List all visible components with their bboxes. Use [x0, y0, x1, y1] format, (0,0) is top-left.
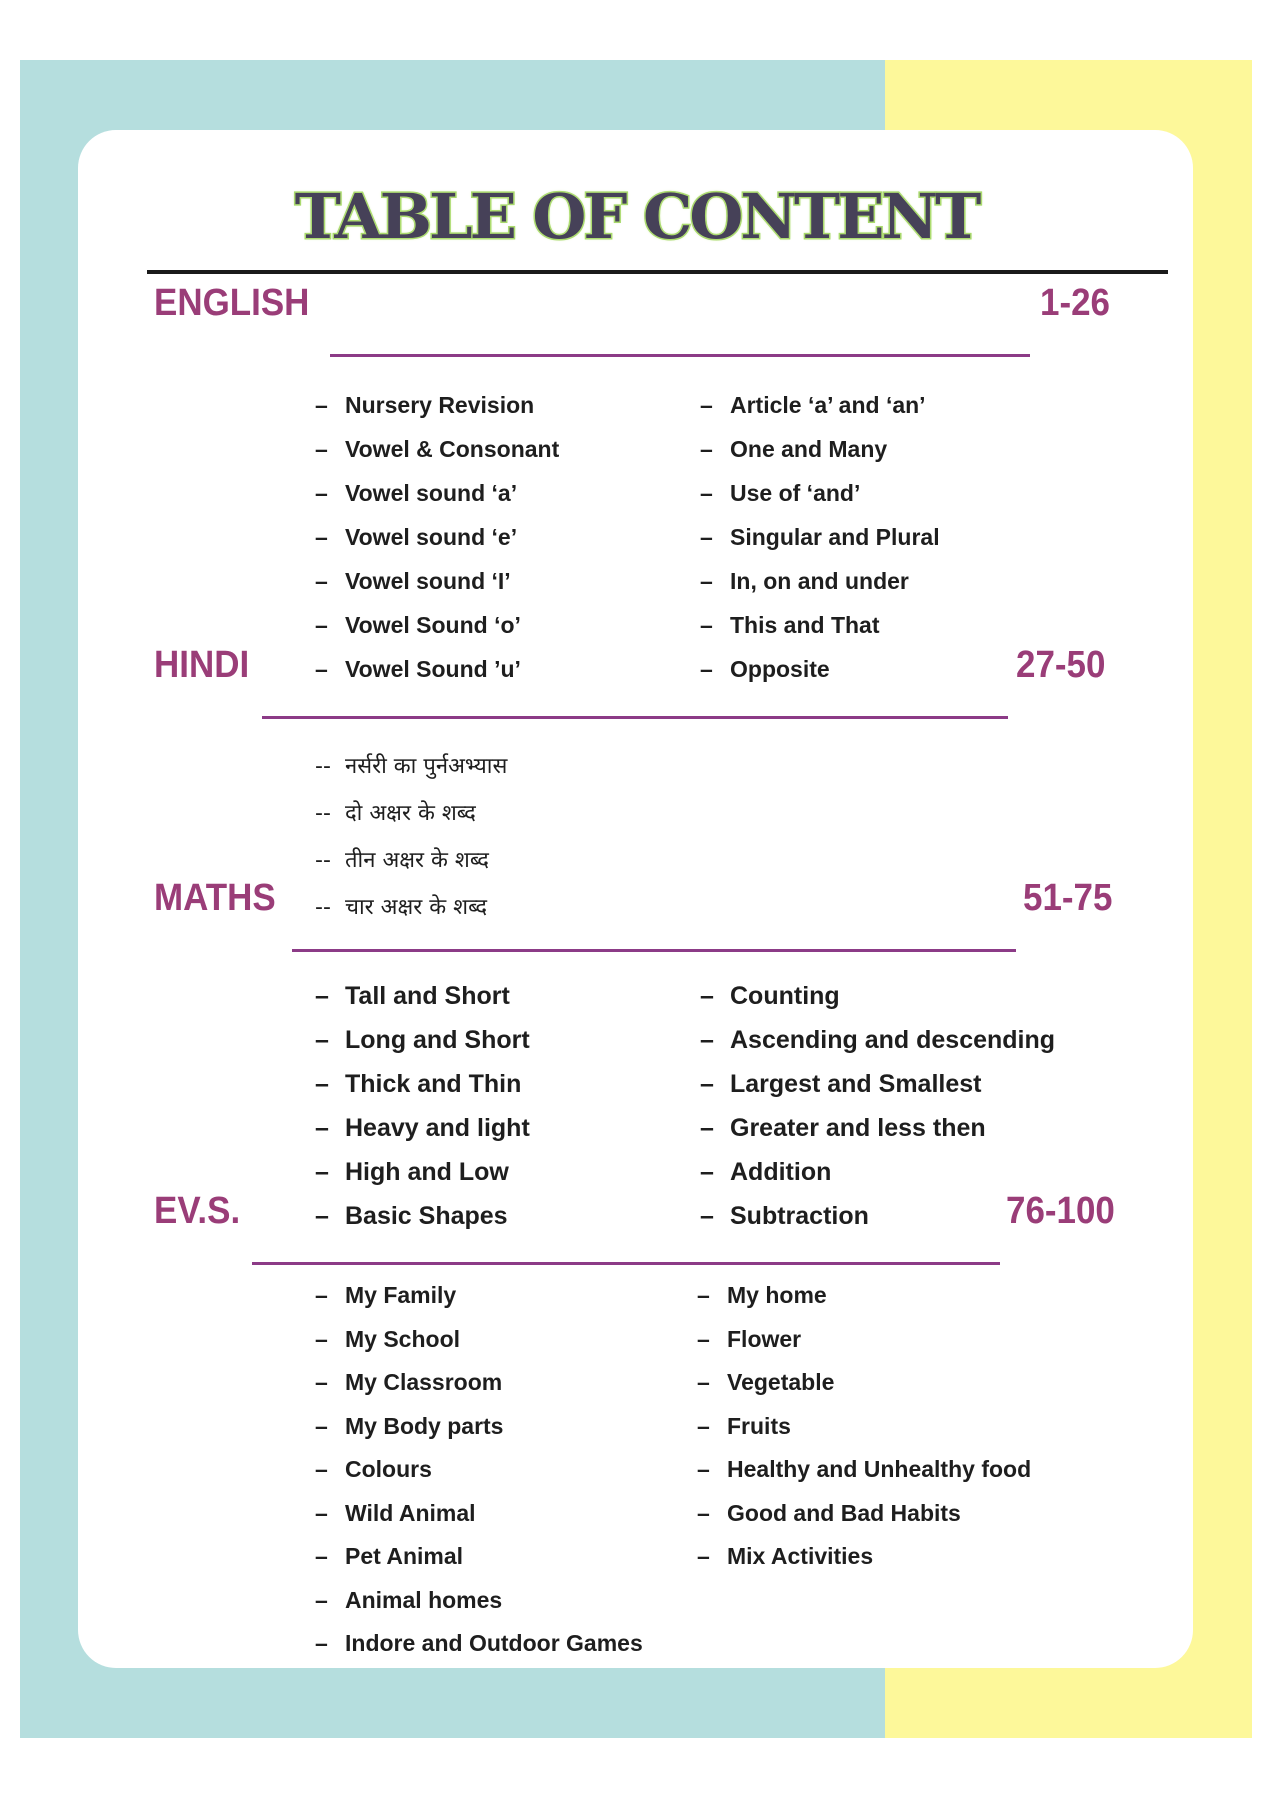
section-heading-maths: MATHS: [154, 877, 276, 919]
toc-item: [700, 612, 880, 639]
toc-item: [315, 1070, 521, 1099]
bullet-dash: –: [700, 436, 713, 462]
bullet-dash: –: [315, 1412, 328, 1439]
toc-item: [697, 1282, 827, 1309]
toc-item-label: Addition: [730, 1158, 832, 1186]
bullet-dash: –: [697, 1456, 710, 1482]
toc-item: [315, 750, 507, 780]
toc-item-label: High and Low: [345, 1158, 509, 1186]
toc-item-label: Pet Animal: [345, 1543, 464, 1569]
toc-item: [315, 612, 521, 639]
toc-item-label: Wild Animal: [345, 1499, 476, 1526]
bullet-dash: –: [700, 1114, 714, 1142]
bullet-dash: –: [700, 568, 713, 594]
bullet-dash: –: [315, 524, 328, 550]
toc-item-label: Vowel sound ‘e’: [345, 524, 518, 550]
toc-item-label: Largest and Smallest: [730, 1070, 982, 1098]
toc-item-label: Heavy and light: [345, 1114, 530, 1142]
bullet-dash: –: [700, 1202, 714, 1230]
toc-item-label: Good and Bad Habits: [727, 1499, 961, 1526]
toc-item: [315, 524, 517, 551]
toc-item-label: Animal homes: [345, 1586, 503, 1613]
toc-item: [700, 1070, 981, 1099]
toc-item-label: Basic Shapes: [345, 1202, 508, 1230]
bullet-dash: –: [700, 524, 713, 550]
toc-item-label: Counting: [730, 982, 840, 1010]
toc-item: [315, 1158, 509, 1187]
bullet-dash: –: [315, 1369, 328, 1395]
toc-item: [700, 392, 926, 419]
bullet-dash: –: [315, 1456, 328, 1482]
toc-item: [315, 797, 476, 827]
bullet-dash: –: [697, 1499, 710, 1526]
toc-item: [315, 392, 534, 419]
section-page-range: 27-50: [1016, 644, 1106, 686]
toc-item: [700, 1202, 869, 1231]
bullet-dash: –: [315, 1499, 328, 1526]
toc-item-label: Opposite: [730, 656, 830, 682]
bullet-dash: –: [700, 612, 713, 638]
bullet-dash: –: [315, 1630, 328, 1656]
bullet-dash: –: [315, 656, 328, 682]
toc-item-label: Flower: [727, 1325, 802, 1352]
toc-item: [700, 480, 860, 507]
toc-item: [315, 1630, 643, 1657]
toc-item-label: Greater and less then: [730, 1114, 986, 1142]
bullet-dash: –: [315, 1158, 329, 1186]
toc-item-label: Vowel sound ‘I’: [345, 568, 511, 594]
toc-item-label: Vowel sound ‘a’: [345, 480, 518, 506]
toc-item: [315, 568, 511, 595]
toc-item-label: Vegetable: [727, 1369, 835, 1395]
bullet-dash: –: [315, 480, 328, 506]
bullet-dash: –: [697, 1369, 710, 1395]
toc-item-label: My home: [727, 1282, 827, 1308]
toc-item: [700, 568, 909, 595]
section-page-range: 76-100: [1006, 1190, 1115, 1232]
section-page-range: 1-26: [1040, 282, 1110, 324]
toc-item-label: Mix Activities: [727, 1543, 874, 1569]
section-leader-line: [292, 949, 1016, 952]
bullet-dash: –: [315, 982, 329, 1010]
page-title: TABLE OF CONTENT: [294, 180, 979, 253]
toc-item: [315, 1026, 530, 1055]
toc-item: [700, 1114, 986, 1143]
bullet-dash: –: [315, 1586, 328, 1613]
toc-item: [697, 1369, 834, 1396]
toc-item: [315, 982, 510, 1011]
bullet-dash: --: [315, 848, 331, 873]
bullet-dash: –: [700, 480, 713, 506]
toc-item-label: नर्सरी का पुर्नअभ्यास: [345, 754, 508, 779]
toc-item-label: Vowel & Consonant: [345, 436, 560, 462]
section-leader-line: [252, 1262, 1000, 1265]
section-heading-evs: EV.S.: [154, 1190, 241, 1232]
bullet-dash: –: [315, 1114, 329, 1142]
toc-item-label: My Classroom: [345, 1369, 503, 1395]
toc-item-label: Colours: [345, 1456, 432, 1482]
bullet-dash: –: [315, 1026, 329, 1054]
toc-item: [700, 436, 887, 463]
toc-item: [700, 656, 830, 683]
toc-item-label: Long and Short: [345, 1026, 530, 1054]
title-divider: [147, 270, 1168, 274]
bullet-dash: –: [697, 1325, 710, 1352]
bullet-dash: –: [315, 1202, 329, 1230]
bullet-dash: --: [315, 754, 331, 779]
toc-item-label: Tall and Short: [345, 982, 510, 1010]
bullet-dash: –: [315, 568, 328, 594]
toc-item: [315, 1282, 456, 1309]
section-leader-line: [262, 716, 1008, 719]
toc-item-label: Use of ‘and’: [730, 480, 861, 506]
bullet-dash: –: [315, 1543, 328, 1569]
toc-item-label: My Family: [345, 1282, 457, 1308]
toc-item-label: दो अक्षर के शब्द: [345, 801, 476, 826]
toc-item: [700, 524, 940, 551]
toc-item: [315, 1500, 476, 1527]
toc-item-label: One and Many: [730, 436, 888, 462]
toc-item: [315, 1587, 502, 1614]
toc-item: [315, 656, 521, 683]
bullet-dash: –: [315, 1070, 329, 1098]
toc-item: [697, 1456, 1031, 1483]
bullet-dash: –: [315, 436, 328, 462]
bullet-dash: –: [700, 392, 713, 418]
toc-item: [315, 1543, 463, 1570]
toc-item-label: Nursery Revision: [345, 392, 535, 418]
bullet-dash: –: [700, 1026, 714, 1054]
bullet-dash: –: [700, 1070, 714, 1098]
toc-item-label: Ascending and descending: [730, 1026, 1056, 1054]
toc-item: [315, 1369, 502, 1396]
bullet-dash: –: [697, 1282, 710, 1308]
toc-item-label: Article ‘a’ and ‘an’: [730, 392, 926, 418]
bullet-dash: –: [697, 1543, 710, 1569]
bullet-dash: –: [700, 1158, 714, 1186]
section-page-range: 51-75: [1023, 877, 1113, 919]
bullet-dash: --: [315, 895, 331, 920]
bullet-dash: –: [700, 656, 713, 682]
toc-item-label: Subtraction: [730, 1202, 869, 1230]
toc-item: [315, 891, 487, 921]
bullet-dash: –: [315, 1325, 328, 1352]
toc-item: [315, 480, 517, 507]
toc-item: [697, 1413, 791, 1440]
toc-item: [315, 1202, 508, 1231]
toc-item: [315, 1413, 503, 1440]
section-leader-line: [330, 354, 1030, 357]
bullet-dash: –: [315, 392, 328, 418]
bullet-dash: --: [315, 801, 331, 826]
toc-item: [697, 1500, 961, 1527]
toc-item-label: My Body parts: [345, 1412, 504, 1439]
toc-item-label: Thick and Thin: [345, 1070, 522, 1098]
toc-item-label: Indore and Outdoor Games: [345, 1630, 643, 1656]
bullet-dash: –: [315, 612, 328, 638]
toc-item: [315, 844, 489, 874]
bullet-dash: –: [315, 1282, 328, 1308]
toc-item: [315, 1326, 460, 1353]
toc-item-label: Healthy and Unhealthy food: [727, 1456, 1032, 1482]
toc-item: [697, 1326, 801, 1353]
toc-item-label: My School: [345, 1325, 461, 1352]
toc-item: [700, 1026, 1055, 1055]
toc-item-label: Vowel Sound ‘o’: [345, 612, 521, 638]
bullet-dash: –: [700, 982, 714, 1010]
toc-item: [315, 1456, 432, 1483]
toc-item: [697, 1543, 873, 1570]
toc-item: [315, 436, 559, 463]
toc-item: [700, 1158, 831, 1187]
toc-item-label: In, on and under: [730, 568, 909, 594]
toc-item-label: तीन अक्षर के शब्द: [345, 848, 489, 873]
toc-item-label: This and That: [730, 612, 880, 638]
toc-item: [315, 1114, 530, 1143]
toc-item-label: Singular and Plural: [730, 524, 940, 550]
toc-item-label: Vowel Sound ’u’: [345, 656, 521, 682]
section-heading-hindi: HINDI: [154, 644, 250, 686]
toc-item-label: Fruits: [727, 1412, 791, 1439]
toc-item: [700, 982, 840, 1011]
bullet-dash: –: [697, 1412, 710, 1439]
section-heading-english: ENGLISH: [154, 282, 310, 324]
toc-item-label: चार अक्षर के शब्द: [345, 895, 488, 920]
